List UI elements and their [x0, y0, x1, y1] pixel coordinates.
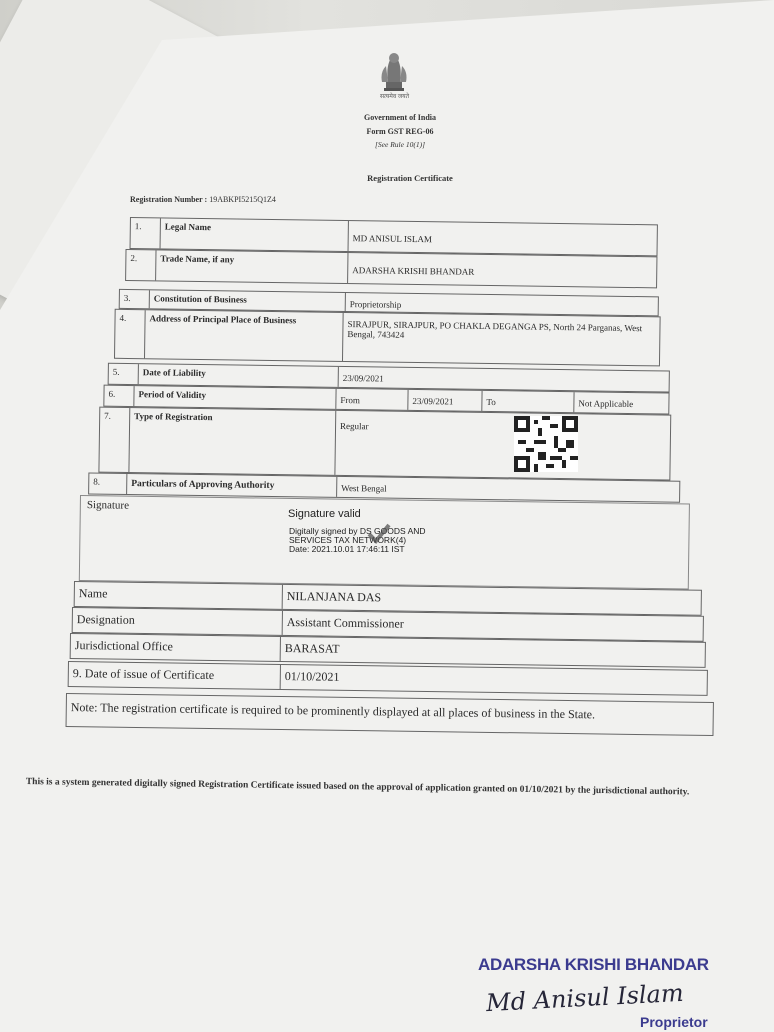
- validity-from-date: 23/09/2021: [408, 390, 482, 411]
- row-label: Period of Validity: [134, 386, 336, 409]
- signature-details: [289, 527, 509, 554]
- row-label: Trade Name, if any: [156, 250, 348, 283]
- validity-to-date: Not Applicable: [578, 398, 634, 410]
- row-number: 8.: [89, 473, 127, 494]
- row-number: 2.: [126, 250, 156, 280]
- national-emblem-icon: [372, 46, 416, 98]
- officer-value: BARASAT: [284, 641, 340, 656]
- officer-value: NILANJANA DAS: [286, 588, 382, 605]
- officer-label: Designation: [73, 608, 283, 635]
- signature-valid-text: Signature valid: [288, 508, 361, 520]
- row-number: 6.: [104, 386, 134, 406]
- business-stamp: ADARSHA KRISHI BHANDAR: [478, 955, 709, 974]
- validity-from-label: From: [336, 389, 408, 410]
- table-row: [98, 407, 671, 481]
- officer-value: Assistant Commissioner: [286, 615, 404, 631]
- officer-label: Jurisdictional Office: [71, 634, 281, 661]
- row-value: Proprietorship: [349, 299, 402, 310]
- table-row: [125, 249, 657, 288]
- row-value: MD ANISUL ISLAM: [352, 233, 432, 245]
- row-number: 1.: [131, 218, 161, 248]
- rule-heading: [See Rule 10(1)]: [375, 140, 425, 149]
- row-number: 5.: [109, 364, 139, 384]
- row-number: 4.: [115, 310, 146, 358]
- government-heading: Government of India: [364, 113, 436, 122]
- row-number: 7.: [99, 408, 130, 472]
- row-label: Address of Principal Place of Business: [145, 310, 344, 361]
- signature-label: Signature: [86, 499, 130, 512]
- qr-code-icon: [514, 416, 578, 472]
- signature-line-3: Date: 2021.10.01 17:46:11 IST: [289, 544, 405, 554]
- row-value: Regular: [340, 420, 369, 432]
- row-value: SIRAJPUR, SIRAJPUR, PO CHAKLA DEGANGA PS, North 24 Parganas, West Bengal, 743424: [347, 319, 643, 340]
- row-value: 23/09/2021: [342, 372, 384, 384]
- officer-label: Name: [75, 582, 283, 609]
- verified-check-icon: [366, 522, 392, 544]
- signature-line-2: SERVICES TAX NETWORK(4): [289, 535, 407, 545]
- registration-number-value: 19ABKPI5215Q1Z4: [209, 195, 276, 204]
- row-label: Date of Liability: [139, 364, 339, 387]
- row-number: 3.: [120, 290, 150, 308]
- display-note: Note: The registration certificate is required to be prominently displayed at all places of business in the State.: [66, 693, 714, 736]
- emblem-motto: सत्यमेव जयते: [380, 94, 410, 100]
- officer-label: 9. Date of issue of Certificate: [69, 662, 281, 689]
- proprietor-signature: Md Anisul Islam: [485, 978, 685, 1018]
- certificate-title: Registration Certificate: [367, 173, 453, 183]
- row-label: Constitution of Business: [150, 290, 346, 311]
- form-heading: Form GST REG-06: [366, 127, 434, 136]
- row-label: Legal Name: [161, 218, 349, 251]
- registration-number-line: [130, 195, 276, 204]
- registration-number-label: Registration Number :: [130, 195, 208, 204]
- row-value: West Bengal: [341, 482, 387, 494]
- table-row: [114, 309, 661, 367]
- row-value: ADARSHA KRISHI BHANDAR: [352, 265, 475, 277]
- signature-line-1: Digitally signed by DS GOODS AND: [289, 526, 426, 536]
- system-generated-footer: This is a system generated digitally signed Registration Certificate issued based on the approval of application granted on 01/10/2021 by the jurisdictional authority.: [25, 776, 690, 798]
- proprietor-stamp: Proprietor: [640, 1014, 708, 1030]
- row-label: Particulars of Approving Authority: [127, 474, 337, 497]
- row-label: Type of Registration: [129, 408, 336, 475]
- officer-value: 01/10/2021: [284, 669, 340, 684]
- validity-to-label: To: [482, 391, 574, 412]
